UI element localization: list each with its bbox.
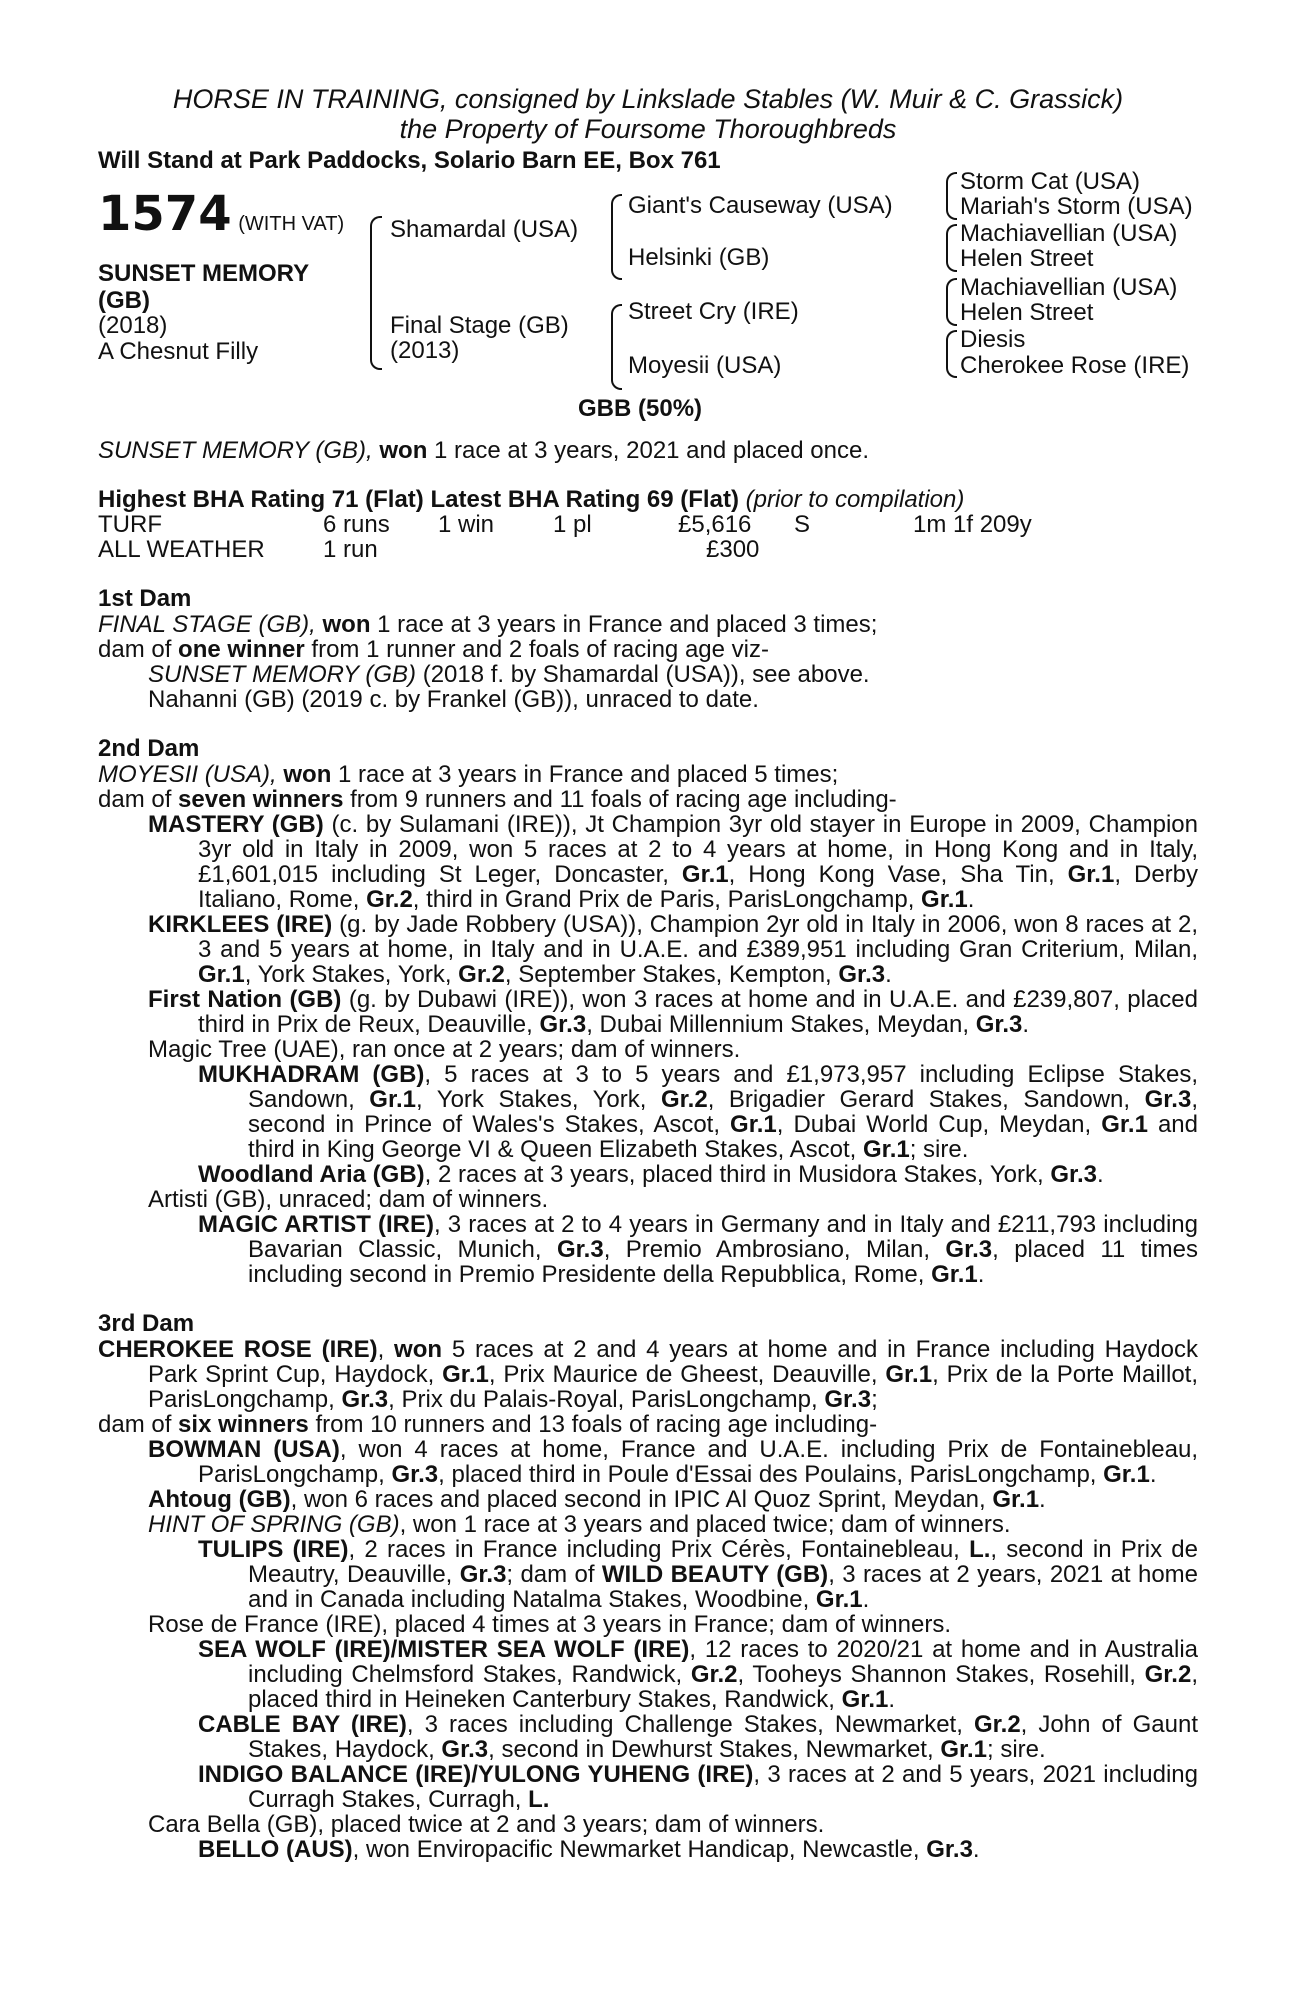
lot-number: 1574 — [98, 186, 232, 242]
ancestor-sss: Storm Cat (USA) — [960, 168, 1141, 195]
horse-country: (GB) — [98, 287, 150, 314]
pedigree-brace — [611, 304, 622, 390]
turf-wins: 1 win — [438, 511, 495, 538]
horse-name: SUNSET MEMORY — [98, 260, 310, 287]
horse-description: A Chesnut Filly — [98, 338, 259, 365]
lot-number-block — [98, 186, 344, 242]
dam: Final Stage (GB) — [390, 312, 569, 339]
race-summary — [98, 438, 1198, 463]
third-dam-title: 3rd Dam — [98, 1310, 195, 1337]
turf-label: TURF — [98, 511, 162, 538]
produce-entry-indigo-balance: INDIGO BALANCE (IRE)/YULONG YUHENG (IRE), 3 races at 2 and 5 years, 2021 including Curragh Stakes, Curragh, L. — [198, 1761, 1199, 1813]
turf-placed: 1 pl — [553, 511, 592, 538]
produce-entry-first-nation: First Nation (GB) (g. by Dubawi (IRE)), won 3 races at home and in U.A.E. and £239,807, placed third in Prix de Reux, Deauville, Gr.3, Dubai Millennium Stakes, Meydan, Gr.3. — [148, 986, 1198, 1038]
third-dam-produce: dam of six winners from 10 runners and 13 foals of racing age including- — [98, 1411, 878, 1438]
summary-horse: SUNSET MEMORY (GB), — [98, 437, 380, 464]
dam-year: (2013) — [390, 337, 460, 364]
pedigree-brace — [946, 172, 957, 220]
pedigree-brace — [946, 330, 957, 378]
catalogue-page — [98, 84, 1198, 1862]
aw-label: ALL WEATHER — [98, 536, 265, 563]
ratings-note: (prior to compilation) — [738, 486, 965, 513]
vat-note: (WITH VAT) — [238, 213, 345, 235]
dam-sire: Street Cry (IRE) — [628, 298, 799, 325]
turf-row — [98, 512, 1198, 537]
first-dam-produce: dam of one winner from 1 runner and 2 foals of racing age viz- — [98, 636, 769, 663]
ancestor-dss: Machiavellian (USA) — [960, 274, 1178, 301]
produce-entry-cara-bella: Cara Bella (GB), placed twice at 2 and 3 years; dam of winners. — [148, 1811, 825, 1838]
summary-text: 1 race at 3 years, 2021 and placed once. — [427, 437, 869, 464]
turf-runs: 6 runs — [323, 511, 390, 538]
ratings-block — [98, 487, 1198, 562]
sire: Shamardal (USA) — [390, 216, 579, 243]
ancestor-dds: Diesis — [960, 326, 1026, 353]
aw-prize-money: £300 — [706, 536, 760, 563]
summary-won: won — [379, 437, 428, 464]
sire-sire: Giant's Causeway (USA) — [628, 192, 893, 219]
ancestor-dsd: Helen Street — [960, 299, 1094, 326]
first-dam-title: 1st Dam — [98, 585, 192, 612]
aw-runs: 1 run — [323, 536, 378, 563]
third-dam-line: CHEROKEE ROSE (IRE), won 5 races at 2 and 4 years at home and in France including Haydock Park Sprint Cup, Haydock, Gr.1, Prix Maurice de Gheest, Deauville, Gr.1, Prix de la Porte Maillot, ParisLongchamp, Gr.3, Prix du Palais-Royal, ParisLongchamp, Gr.3; — [98, 1336, 1199, 1413]
second-dam-section — [98, 736, 1198, 1287]
turf-going: S — [794, 511, 811, 538]
ratings-heading — [98, 487, 1198, 512]
ancestor-ssd: Mariah's Storm (USA) — [960, 193, 1193, 220]
produce-entry-woodland-aria: Woodland Aria (GB), 2 races at 3 years, placed third in Musidora Stakes, York, Gr.3. — [198, 1161, 1104, 1188]
pedigree-brace — [370, 216, 382, 370]
ancestor-ddd: Cherokee Rose (IRE) — [960, 352, 1190, 379]
horse-year: (2018) — [98, 312, 168, 339]
first-dam-section — [98, 586, 1198, 712]
second-dam-produce: dam of seven winners from 9 runners and 11 foals of racing age including- — [98, 786, 897, 813]
pedigree-brace — [946, 224, 957, 272]
produce-entry-kirklees: KIRKLEES (IRE) (g. by Jade Robbery (USA)), Champion 2yr old in Italy in 2006, won 8 races at 2, 3 and 5 years at home, in Italy and in U.A.E. and £389,951 including Gran Criterium, Milan, Gr.1, York Stakes, York, Gr.2, September Stakes, Kempton, Gr.3. — [148, 911, 1198, 988]
dam-dam: Moyesii (USA) — [628, 352, 782, 379]
second-dam-line: MOYESII (USA), won 1 race at 3 years in France and placed 5 times; — [98, 761, 839, 788]
header-owner: the Property of Foursome Thoroughbreds — [399, 114, 897, 144]
header-location: Will Stand at Park Paddocks, Solario Barn EE, Box 761 — [98, 147, 721, 174]
all-weather-row — [98, 537, 1198, 562]
produce-entry-bowman: BOWMAN (USA), won 4 races at home, France and U.A.E. including Prix de Fontainebleau, ParisLongchamp, Gr.3, placed third in Poule d'Essai des Poulains, ParisLongchamp, Gr.1. — [148, 1436, 1198, 1488]
produce-entry-artisti: Artisti (GB), unraced; dam of winners. — [148, 1186, 549, 1213]
produce-entry-magic-artist: MAGIC ARTIST (IRE), 3 races at 2 to 4 years in Germany and in Italy and £211,793 including Bavarian Classic, Munich, Gr.3, Premio Ambrosiano, Milan, Gr.3, placed 11 times including second in Premio Presidente della Repubblica, Rome, Gr.1. — [198, 1211, 1198, 1288]
pedigree-brace — [611, 194, 622, 280]
produce-entry: Nahanni (GB) (2019 c. by Frankel (GB)), unraced to date. — [148, 686, 759, 713]
turf-distance: 1m 1f 209y — [913, 511, 1032, 538]
produce-entry-mukhadram: MUKHADRAM (GB), 5 races at 3 to 5 years and £1,973,957 including Eclipse Stakes, Sandown, Gr.1, York Stakes, York, Gr.2, Brigadier Gerard Stakes, Sandown, Gr.3, second in Prince of Wales's Stakes, Ascot, Gr.1, Dubai World Cup, Meydan, Gr.1 and third in King George VI & Queen Elizabeth Stakes, Ascot, Gr.1; sire. — [198, 1061, 1199, 1163]
third-dam-section — [98, 1311, 1198, 1862]
produce-entry-magic-tree: Magic Tree (UAE), ran once at 2 years; dam of winners. — [148, 1036, 741, 1063]
produce-entry-ahtoug: Ahtoug (GB), won 6 races and placed second in IPIC Al Quoz Sprint, Meydan, Gr.1. — [148, 1486, 1046, 1513]
pedigree-table — [98, 168, 1198, 422]
ancestor-sdd: Helen Street — [960, 245, 1094, 272]
gbb-percentage: GBB (50%) — [578, 395, 703, 422]
turf-prize-money: £5,616 — [678, 511, 752, 538]
produce-entry-mastery: MASTERY (GB) (c. by Sulamani (IRE)), Jt Champion 3yr old stayer in Europe in 2009, Champion 3yr old in Italy in 2009, won 5 races at 2 to 4 years at home, in Hong Kong and in Italy, £1,601,015 including St Leger, Doncaster, Gr.1, Hong Kong Vase, Sha Tin, Gr.1, Derby Italiano, Rome, Gr.2, third in Grand Prix de Paris, ParisLongchamp, Gr.1. — [148, 811, 1199, 913]
produce-entry-sea-wolf: SEA WOLF (IRE)/MISTER SEA WOLF (IRE), 12 races to 2020/21 at home and in Australia including Chelmsford Stakes, Randwick, Gr.2, Tooheys Shannon Stakes, Rosehill, Gr.2, placed third in Heineken Canterbury Stakes, Randwick, Gr.1. — [198, 1636, 1199, 1713]
produce-entry-hint-of-spring: HINT OF SPRING (GB), won 1 race at 3 years and placed twice; dam of winners. — [148, 1511, 1011, 1538]
produce-entry-tulips: TULIPS (IRE), 2 races in France including Prix Cérès, Fontainebleau, L., second in Prix de Meautry, Deauville, Gr.3; dam of WILD BEAUTY (GB), 3 races at 2 years, 2021 at home and in Canada including Natalma Stakes, Woodbine, Gr.1. — [198, 1536, 1199, 1613]
pedigree-brace — [946, 278, 957, 326]
produce-entry: SUNSET MEMORY (GB) (2018 f. by Shamardal (USA)), see above. — [148, 661, 870, 688]
produce-entry-cable-bay: CABLE BAY (IRE), 3 races including Challenge Stakes, Newmarket, Gr.2, John of Gaunt Stakes, Haydock, Gr.3, second in Dewhurst Stakes, Newmarket, Gr.1; sire. — [198, 1711, 1199, 1763]
header-consignor: HORSE IN TRAINING, consigned by Linkslade Stables (W. Muir & C. Grassick) — [172, 84, 1124, 114]
ratings-bold: Highest BHA Rating 71 (Flat) Latest BHA Rating 69 (Flat) — [98, 486, 739, 513]
produce-entry-rose-de-france: Rose de France (IRE), placed 4 times at 3 years in France; dam of winners. — [148, 1611, 952, 1638]
ancestor-sds: Machiavellian (USA) — [960, 220, 1178, 247]
first-dam-line: FINAL STAGE (GB), won 1 race at 3 years in France and placed 3 times; — [98, 611, 878, 638]
second-dam-title: 2nd Dam — [98, 735, 200, 762]
produce-entry-bello: BELLO (AUS), won Enviropacific Newmarket Handicap, Newcastle, Gr.3. — [198, 1836, 980, 1863]
sire-dam: Helsinki (GB) — [628, 244, 770, 271]
